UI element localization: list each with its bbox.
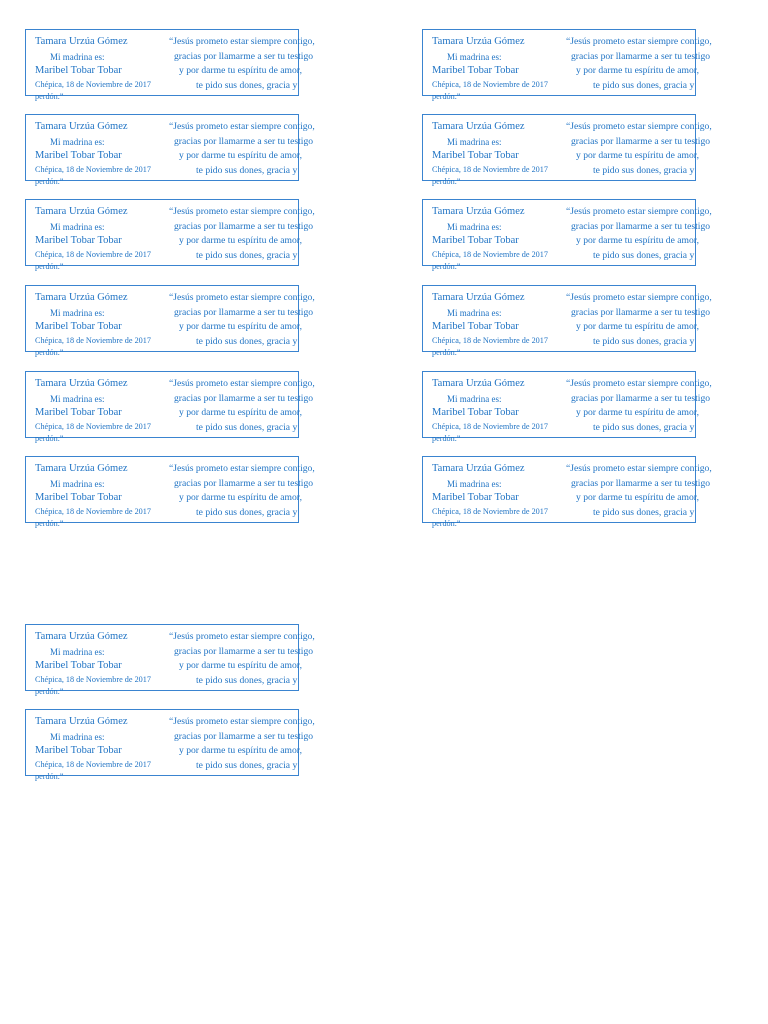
madrina-label: Mi madrina es:	[50, 394, 105, 404]
child-name: Tamara Urzúa Gómez	[432, 121, 525, 132]
place-date: Chépica, 18 de Noviembre de 2017	[35, 675, 151, 684]
quote-line-5: perdón.”	[35, 772, 64, 781]
quote-line-4: te pido sus dones, gracia y	[196, 165, 298, 176]
place-date: Chépica, 18 de Noviembre de 2017	[35, 336, 151, 345]
quote-line-2: gracias por llamarme a ser tu testigo	[571, 51, 711, 62]
quote-line-4: te pido sus dones, gracia y	[593, 250, 695, 261]
madrina-name: Maribel Tobar Tobar	[432, 407, 519, 418]
quote-line-5: perdón.”	[432, 434, 461, 443]
child-name: Tamara Urzúa Gómez	[432, 36, 525, 47]
quote-line-2: gracias por llamarme a ser tu testigo	[571, 307, 711, 318]
quote-line-4: te pido sus dones, gracia y	[593, 336, 695, 347]
quote-line-4: te pido sus dones, gracia y	[593, 507, 695, 518]
madrina-label: Mi madrina es:	[447, 394, 502, 404]
child-name: Tamara Urzúa Gómez	[35, 292, 128, 303]
quote-line-2: gracias por llamarme a ser tu testigo	[174, 307, 314, 318]
place-date: Chépica, 18 de Noviembre de 2017	[432, 507, 548, 516]
quote-line-4: te pido sus dones, gracia y	[196, 336, 298, 347]
quote-line-1: “Jesús prometo estar siempre contigo,	[566, 206, 712, 217]
madrina-name: Maribel Tobar Tobar	[432, 65, 519, 76]
place-date: Chépica, 18 de Noviembre de 2017	[35, 165, 151, 174]
quote-line-5: perdón.”	[35, 519, 64, 528]
reminder-card	[422, 114, 712, 186]
quote-line-2: gracias por llamarme a ser tu testigo	[174, 646, 314, 657]
quote-line-1: “Jesús prometo estar siempre contigo,	[566, 378, 712, 389]
place-date: Chépica, 18 de Noviembre de 2017	[35, 250, 151, 259]
quote-line-2: gracias por llamarme a ser tu testigo	[174, 478, 314, 489]
reminder-card	[422, 371, 712, 443]
place-date: Chépica, 18 de Noviembre de 2017	[35, 760, 151, 769]
madrina-name: Maribel Tobar Tobar	[432, 321, 519, 332]
quote-line-4: te pido sus dones, gracia y	[593, 165, 695, 176]
reminder-card	[25, 456, 315, 528]
quote-line-1: “Jesús prometo estar siempre contigo,	[566, 121, 712, 132]
quote-line-5: perdón.”	[432, 177, 461, 186]
madrina-label: Mi madrina es:	[50, 479, 105, 489]
quote-line-4: te pido sus dones, gracia y	[196, 675, 298, 686]
madrina-name: Maribel Tobar Tobar	[35, 235, 122, 246]
quote-line-2: gracias por llamarme a ser tu testigo	[174, 393, 314, 404]
child-name: Tamara Urzúa Gómez	[35, 206, 128, 217]
madrina-label: Mi madrina es:	[50, 647, 105, 657]
quote-line-1: “Jesús prometo estar siempre contigo,	[169, 292, 315, 303]
reminder-card	[422, 29, 712, 101]
place-date: Chépica, 18 de Noviembre de 2017	[432, 250, 548, 259]
quote-line-1: “Jesús prometo estar siempre contigo,	[169, 36, 315, 47]
madrina-label: Mi madrina es:	[447, 137, 502, 147]
child-name: Tamara Urzúa Gómez	[432, 292, 525, 303]
quote-line-4: te pido sus dones, gracia y	[196, 507, 298, 518]
quote-line-2: gracias por llamarme a ser tu testigo	[174, 51, 314, 62]
quote-line-2: gracias por llamarme a ser tu testigo	[571, 393, 711, 404]
quote-line-3: y por darme tu espíritu de amor,	[179, 660, 302, 671]
quote-line-3: y por darme tu espíritu de amor,	[179, 150, 302, 161]
madrina-name: Maribel Tobar Tobar	[432, 235, 519, 246]
quote-line-1: “Jesús prometo estar siempre contigo,	[566, 463, 712, 474]
reminder-card	[25, 29, 315, 101]
madrina-label: Mi madrina es:	[50, 222, 105, 232]
madrina-name: Maribel Tobar Tobar	[35, 660, 122, 671]
madrina-label: Mi madrina es:	[50, 308, 105, 318]
place-date: Chépica, 18 de Noviembre de 2017	[432, 336, 548, 345]
child-name: Tamara Urzúa Gómez	[432, 206, 525, 217]
madrina-name: Maribel Tobar Tobar	[432, 492, 519, 503]
madrina-name: Maribel Tobar Tobar	[432, 150, 519, 161]
quote-line-3: y por darme tu espíritu de amor,	[576, 150, 699, 161]
madrina-label: Mi madrina es:	[50, 52, 105, 62]
quote-line-3: y por darme tu espíritu de amor,	[179, 492, 302, 503]
quote-line-3: y por darme tu espíritu de amor,	[576, 407, 699, 418]
reminder-card	[25, 371, 315, 443]
reminder-card	[25, 199, 315, 271]
quote-line-5: perdón.”	[35, 92, 64, 101]
madrina-name: Maribel Tobar Tobar	[35, 407, 122, 418]
quote-line-3: y por darme tu espíritu de amor,	[576, 321, 699, 332]
reminder-card	[25, 624, 315, 696]
quote-line-5: perdón.”	[35, 434, 64, 443]
child-name: Tamara Urzúa Gómez	[35, 463, 128, 474]
quote-line-4: te pido sus dones, gracia y	[593, 80, 695, 91]
place-date: Chépica, 18 de Noviembre de 2017	[432, 165, 548, 174]
quote-line-1: “Jesús prometo estar siempre contigo,	[169, 206, 315, 217]
madrina-name: Maribel Tobar Tobar	[35, 65, 122, 76]
child-name: Tamara Urzúa Gómez	[35, 121, 128, 132]
child-name: Tamara Urzúa Gómez	[35, 36, 128, 47]
madrina-name: Maribel Tobar Tobar	[35, 745, 122, 756]
quote-line-2: gracias por llamarme a ser tu testigo	[174, 731, 314, 742]
quote-line-2: gracias por llamarme a ser tu testigo	[174, 221, 314, 232]
quote-line-4: te pido sus dones, gracia y	[196, 760, 298, 771]
reminder-card	[25, 114, 315, 186]
child-name: Tamara Urzúa Gómez	[35, 631, 128, 642]
quote-line-3: y por darme tu espíritu de amor,	[179, 321, 302, 332]
quote-line-2: gracias por llamarme a ser tu testigo	[174, 136, 314, 147]
child-name: Tamara Urzúa Gómez	[432, 378, 525, 389]
quote-line-5: perdón.”	[35, 348, 64, 357]
quote-line-3: y por darme tu espíritu de amor,	[179, 65, 302, 76]
quote-line-5: perdón.”	[432, 519, 461, 528]
child-name: Tamara Urzúa Gómez	[35, 716, 128, 727]
place-date: Chépica, 18 de Noviembre de 2017	[432, 80, 548, 89]
quote-line-1: “Jesús prometo estar siempre contigo,	[169, 631, 315, 642]
quote-line-1: “Jesús prometo estar siempre contigo,	[169, 716, 315, 727]
quote-line-2: gracias por llamarme a ser tu testigo	[571, 221, 711, 232]
quote-line-3: y por darme tu espíritu de amor,	[576, 492, 699, 503]
quote-line-4: te pido sus dones, gracia y	[196, 422, 298, 433]
quote-line-2: gracias por llamarme a ser tu testigo	[571, 136, 711, 147]
madrina-label: Mi madrina es:	[50, 732, 105, 742]
madrina-label: Mi madrina es:	[447, 479, 502, 489]
madrina-label: Mi madrina es:	[447, 222, 502, 232]
quote-line-5: perdón.”	[432, 262, 461, 271]
quote-line-4: te pido sus dones, gracia y	[593, 422, 695, 433]
quote-line-5: perdón.”	[35, 262, 64, 271]
madrina-label: Mi madrina es:	[447, 52, 502, 62]
quote-line-3: y por darme tu espíritu de amor,	[179, 745, 302, 756]
reminder-card	[422, 199, 712, 271]
madrina-name: Maribel Tobar Tobar	[35, 321, 122, 332]
quote-line-5: perdón.”	[432, 92, 461, 101]
quote-line-5: perdón.”	[432, 348, 461, 357]
quote-line-3: y por darme tu espíritu de amor,	[179, 407, 302, 418]
place-date: Chépica, 18 de Noviembre de 2017	[432, 422, 548, 431]
quote-line-3: y por darme tu espíritu de amor,	[179, 235, 302, 246]
reminder-card	[25, 709, 315, 781]
quote-line-1: “Jesús prometo estar siempre contigo,	[169, 121, 315, 132]
place-date: Chépica, 18 de Noviembre de 2017	[35, 507, 151, 516]
madrina-name: Maribel Tobar Tobar	[35, 150, 122, 161]
quote-line-1: “Jesús prometo estar siempre contigo,	[169, 463, 315, 474]
place-date: Chépica, 18 de Noviembre de 2017	[35, 80, 151, 89]
quote-line-2: gracias por llamarme a ser tu testigo	[571, 478, 711, 489]
madrina-name: Maribel Tobar Tobar	[35, 492, 122, 503]
reminder-card	[422, 456, 712, 528]
child-name: Tamara Urzúa Gómez	[35, 378, 128, 389]
quote-line-1: “Jesús prometo estar siempre contigo,	[566, 36, 712, 47]
quote-line-4: te pido sus dones, gracia y	[196, 80, 298, 91]
quote-line-4: te pido sus dones, gracia y	[196, 250, 298, 261]
quote-line-5: perdón.”	[35, 687, 64, 696]
madrina-label: Mi madrina es:	[50, 137, 105, 147]
quote-line-1: “Jesús prometo estar siempre contigo,	[169, 378, 315, 389]
quote-line-1: “Jesús prometo estar siempre contigo,	[566, 292, 712, 303]
place-date: Chépica, 18 de Noviembre de 2017	[35, 422, 151, 431]
reminder-card	[422, 285, 712, 357]
quote-line-3: y por darme tu espíritu de amor,	[576, 65, 699, 76]
reminder-card	[25, 285, 315, 357]
quote-line-5: perdón.”	[35, 177, 64, 186]
quote-line-3: y por darme tu espíritu de amor,	[576, 235, 699, 246]
child-name: Tamara Urzúa Gómez	[432, 463, 525, 474]
madrina-label: Mi madrina es:	[447, 308, 502, 318]
